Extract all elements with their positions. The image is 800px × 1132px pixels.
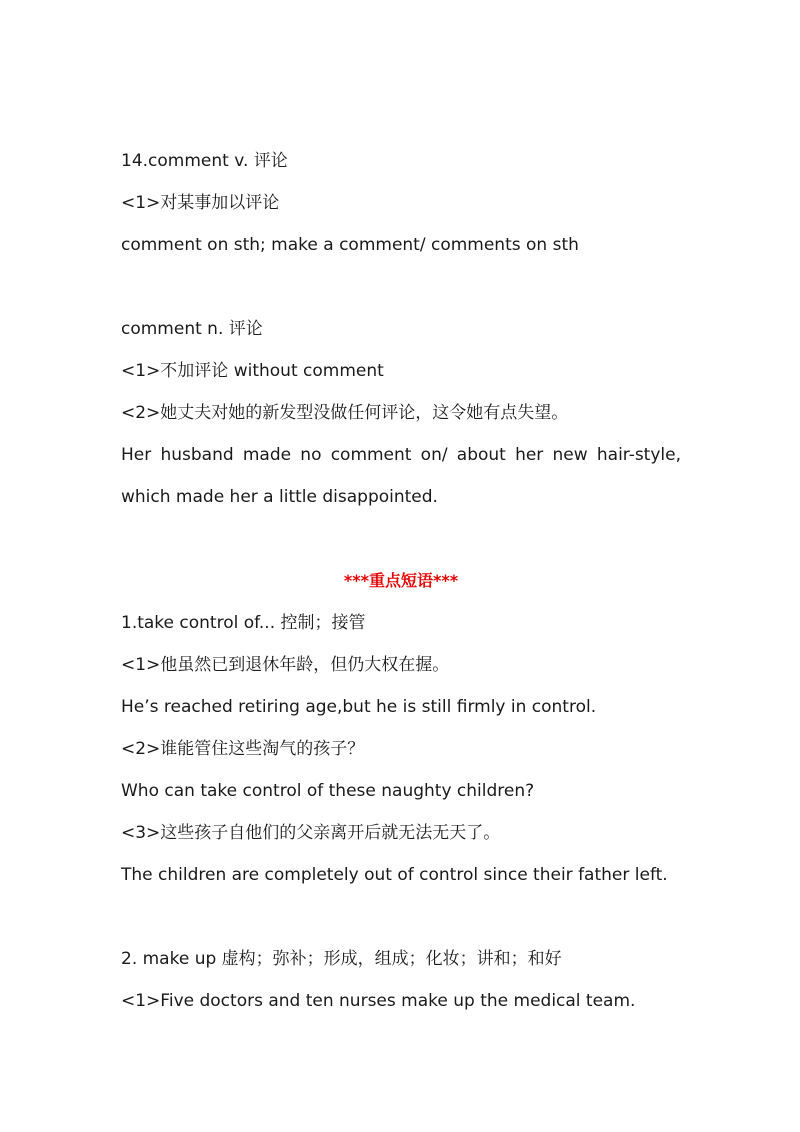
example-line: <3>这些孩子自他们的父亲离开后就无法无天了。 (121, 823, 501, 843)
example-line: <1>Five doctors and ten nurses make up the medical team. (121, 991, 636, 1011)
example-line: which made her a little disappointed. (121, 487, 438, 507)
example-line: He’s reached retiring age,but he is still firmly in control. (121, 697, 597, 717)
entry-subtitle: comment n. 评论 (121, 319, 263, 339)
example-line: <1>对某事加以评论 (121, 193, 280, 213)
example-line: comment on sth; make a comment/ comments on sth (121, 235, 579, 255)
example-line: Who can take control of these naughty children? (121, 781, 535, 801)
phrase-title: 2. make up 虚构；弥补；形成，组成；化妆；讲和；和好 (121, 949, 562, 969)
example-line: <2>她丈夫对她的新发型没做任何评论，这令她有点失望。 (121, 403, 569, 423)
document-page (121, 0, 681, 1132)
entry-title: 14.comment v. 评论 (121, 151, 288, 171)
example-line: The children are completely out of control since their father left. (121, 865, 668, 885)
phrase-title: 1.take control of... 控制；接管 (121, 613, 366, 633)
example-line: <1>他虽然已到退休年龄，但仍大权在握。 (121, 655, 450, 675)
example-line: <2>谁能管住这些淘气的孩子？ (121, 739, 365, 759)
section-heading: ***重点短语*** (343, 571, 459, 590)
example-line: Her husband made no comment on/ about her new hair-style, (121, 445, 681, 465)
example-line: <1>不加评论 without comment (121, 361, 384, 381)
